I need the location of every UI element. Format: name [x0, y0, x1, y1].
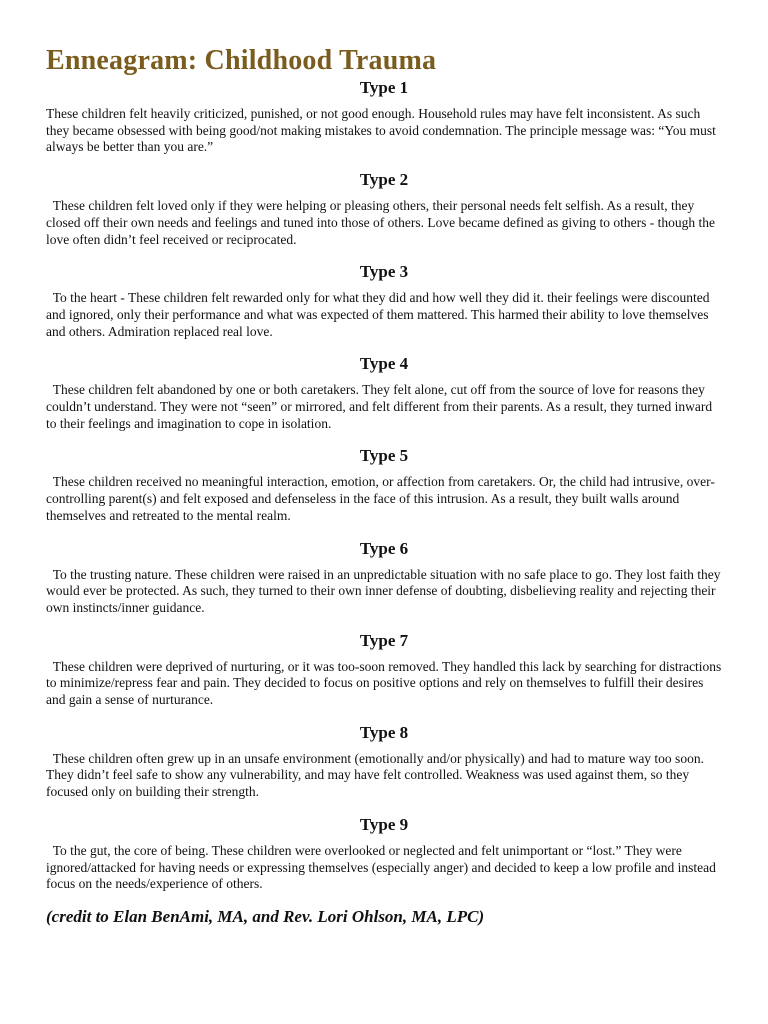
type-1-body: These children felt heavily criticized, punished, or not good enough. Household rules may have felt inconsistent. As such they became obsessed with being good/not making mistakes to avoid condemnation. The principle message was: “You must always be better than you are.”: [46, 106, 716, 155]
type-7-section: [46, 631, 722, 709]
type-7-heading: Type 7: [359, 630, 409, 650]
type-6-heading: Type 6: [359, 538, 409, 558]
type-9-heading: Type 9: [359, 814, 409, 834]
type-3-heading: Type 3: [359, 262, 409, 282]
type-8-section: [46, 723, 722, 801]
type-5-body: These children received no meaningful interaction, emotion, or affection from caretakers. Or, the child had intrusive, over-controlling parent(s) and felt exposed and defenseless in the face of this intrusion. As a result, they built walls around themselves and retreated to the mental realm.: [46, 474, 715, 523]
type-9-body: To the gut, the core of being. These children were overlooked or neglected and felt unimportant or “lost.” They were ignored/attacked for having needs or expressing themselves (especially anger) and decided to keep a low profile and instead focus on the needs/experience of others.: [46, 842, 716, 892]
type-8-heading: Type 8: [359, 722, 409, 742]
type-4-section: [46, 354, 722, 432]
type-2-heading: Type 2: [359, 170, 409, 190]
document-page: [46, 44, 722, 928]
credit-line: (credit to Elan BenAmi, MA, and Rev. Lori Ohlson, MA, LPC): [46, 906, 485, 926]
type-8-body: These children often grew up in an unsafe environment (emotionally and/or physically) and had to mature way too soon. They didn’t feel safe to show any vulnerability, and may have felt controlled. Weakness was used against them, so they focused only on building their strength.: [46, 750, 704, 800]
type-7-body: These children were deprived of nurturing, or it was too-soon removed. They handled this lack by searching for distractions to minimize/repress fear and pain. They decided to focus on positive options and rely on themselves to fulfill their desires and gain a sense of nurturance.: [46, 658, 722, 708]
type-4-heading: Type 4: [359, 354, 409, 374]
type-2-section: [46, 170, 722, 248]
type-2-body: These children felt loved only if they were helping or pleasing others, their personal needs felt selfish. As a result, they closed off their own needs and feelings and tuned into those of others. Love became defined as giving to others - though the love often didn’t feel received or reciprocated.: [46, 198, 715, 247]
type-9-section: [46, 815, 722, 893]
type-4-body: These children felt abandoned by one or both caretakers. They felt alone, cut off from the source of love for reasons they couldn’t understand. They were not “seen” or mirrored, and felt different from their parents. As a result, they turned inward to their feelings and imagination to cope in isolation.: [46, 382, 713, 431]
type-3-section: [46, 262, 722, 340]
type-5-heading: Type 5: [359, 446, 409, 466]
type-6-section: [46, 539, 722, 617]
type-1-heading: Type 1: [359, 78, 409, 97]
type-6-body: To the trusting nature. These children were raised in an unpredictable situation with no safe place to go. They lost faith they would ever be protected. As such, they turned to their own inner defense of doubting, disbelieving reality and rejecting their own instincts/inner guidance.: [46, 566, 721, 615]
type-5-section: [46, 446, 722, 524]
type-1-section: [46, 78, 722, 156]
document-title: Enneagram: Childhood Trauma: [46, 45, 437, 76]
type-3-body: To the heart - These children felt rewarded only for what they did and how well they did it. their feelings were discounted and ignored, only their performance and what was expected of them mattered. This harmed their ability to love themselves and others. Admiration replaced real love.: [46, 290, 710, 339]
